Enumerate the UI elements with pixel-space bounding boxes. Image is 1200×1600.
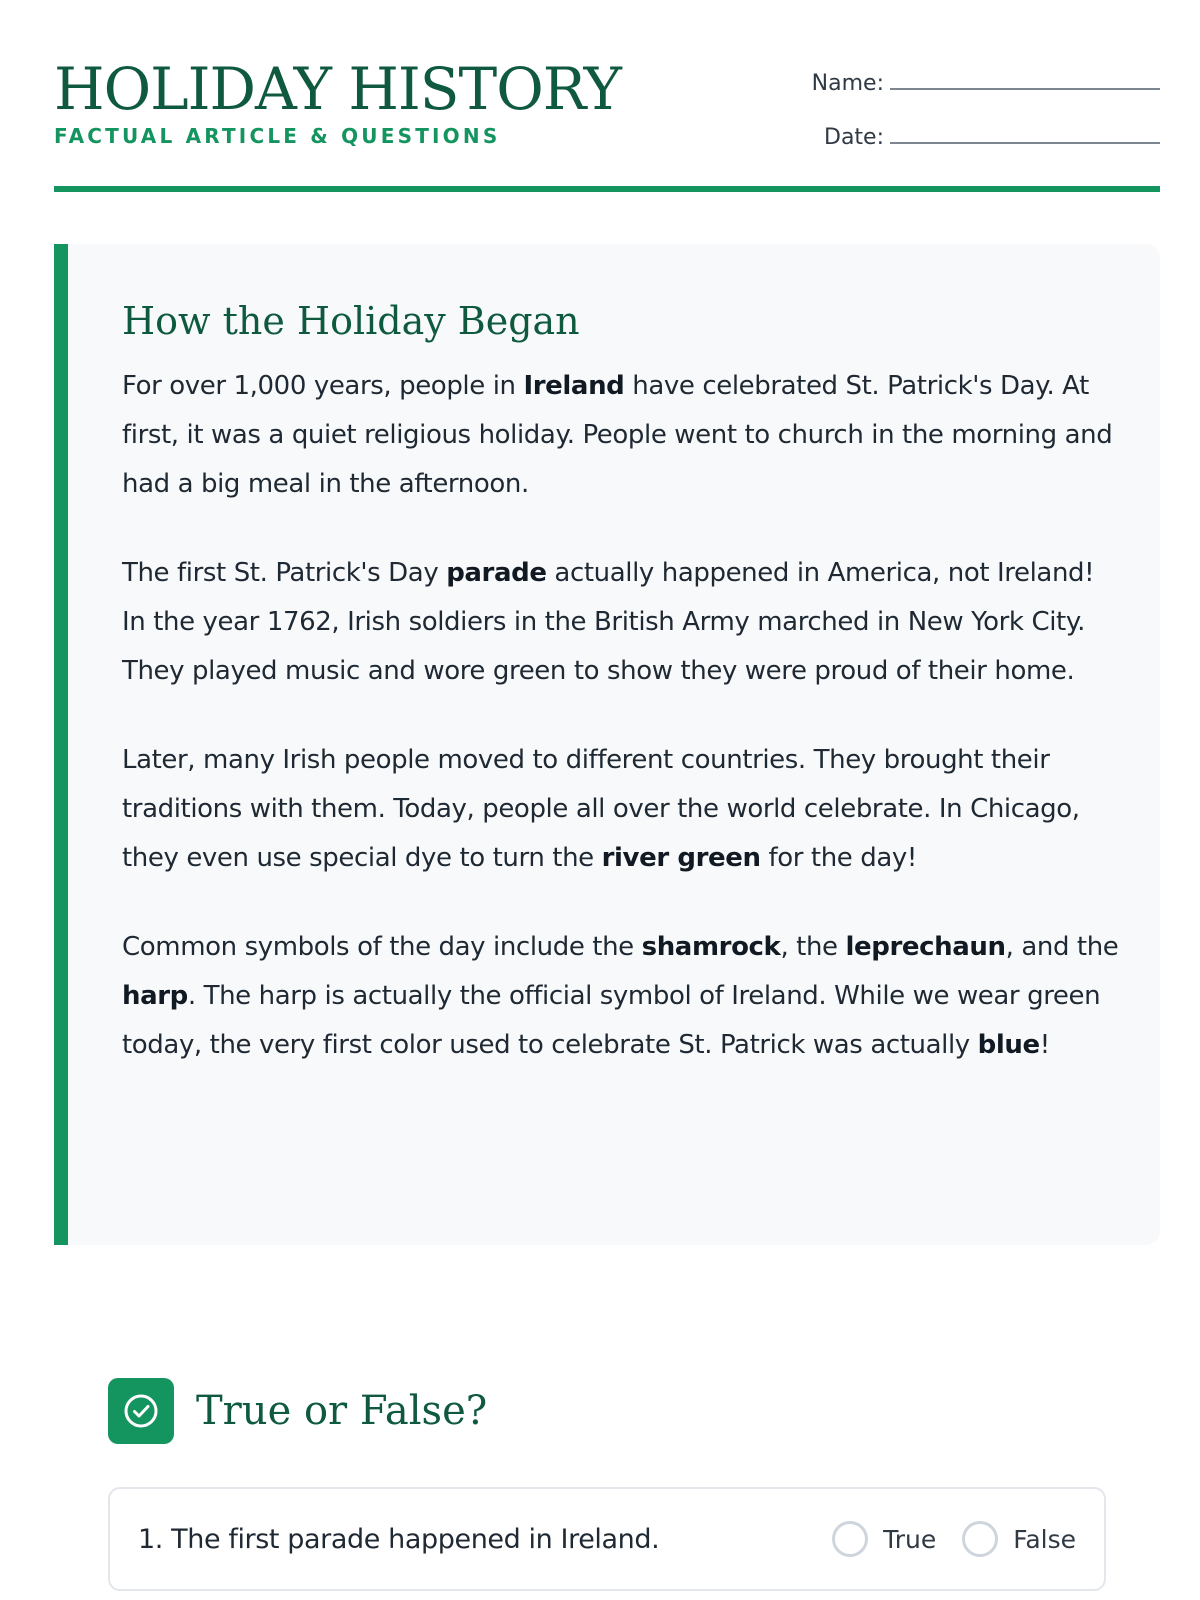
true-false-title: True or False? bbox=[196, 1388, 488, 1434]
question-text: 1. The first parade happened in Ireland. bbox=[138, 1523, 660, 1555]
paragraph-text: for the day! bbox=[760, 843, 917, 873]
false-option[interactable] bbox=[962, 1521, 1076, 1557]
true-option[interactable] bbox=[832, 1521, 936, 1557]
paragraph-text: have celebrated St. Patrick's Day. At first, it was a quiet religious holiday. People went to church in the morning and had a big meal in the afternoon. bbox=[122, 371, 1113, 499]
check-circle-icon bbox=[108, 1378, 174, 1444]
true-radio[interactable] bbox=[832, 1521, 868, 1557]
name-field[interactable] bbox=[744, 64, 1160, 98]
worksheet-header bbox=[54, 56, 1160, 192]
true-false-header bbox=[108, 1378, 487, 1444]
article-heading: How the Holiday Began bbox=[122, 299, 580, 343]
paragraph-text: The first St. Patrick's Day bbox=[122, 558, 447, 588]
article-paragraph bbox=[122, 923, 1120, 1070]
article-paragraph bbox=[122, 362, 1120, 509]
bold-term: Ireland bbox=[523, 371, 625, 401]
bold-term: leprechaun bbox=[845, 932, 1006, 962]
paragraph-text: Common symbols of the day include the bbox=[122, 932, 642, 962]
page-title: HOLIDAY HISTORY bbox=[54, 55, 621, 123]
true-label: True bbox=[883, 1524, 937, 1554]
date-field[interactable] bbox=[744, 118, 1160, 152]
paragraph-text: ! bbox=[1039, 1030, 1050, 1060]
name-line[interactable] bbox=[890, 88, 1160, 90]
paragraph-text: actually happened in America, not Ireland! In the year 1762, Irish soldiers in the British Army marched in New York City. They played music and wore green to show they were proud of their home. bbox=[122, 558, 1095, 686]
paragraph-text: , and the bbox=[1005, 932, 1119, 962]
check-circle-icon-svg bbox=[121, 1391, 161, 1431]
false-radio[interactable] bbox=[962, 1521, 998, 1557]
name-label: Name: bbox=[811, 71, 884, 96]
paragraph-text: . The harp is actually the official symbol of Ireland. While we wear green today, the very first color used to celebrate St. Patrick was actually bbox=[122, 981, 1101, 1060]
article-panel bbox=[54, 244, 1160, 1245]
date-line[interactable] bbox=[890, 142, 1160, 144]
bold-term: harp bbox=[122, 981, 188, 1011]
paragraph-text: For over 1,000 years, people in bbox=[122, 371, 524, 401]
page-subtitle: FACTUAL ARTICLE & QUESTIONS bbox=[54, 124, 501, 148]
paragraph-text: Later, many Irish people moved to different countries. They brought their traditions with them. Today, people all over the world celebrate. In Chicago, they even use special dye to turn the bbox=[122, 745, 1080, 873]
article-paragraph bbox=[122, 736, 1120, 883]
date-label: Date: bbox=[824, 125, 884, 150]
bold-term: river green bbox=[601, 843, 761, 873]
bold-term: parade bbox=[446, 558, 547, 588]
bold-term: shamrock bbox=[641, 932, 781, 962]
false-label: False bbox=[1013, 1524, 1076, 1554]
question-card bbox=[108, 1487, 1106, 1591]
bold-term: blue bbox=[977, 1030, 1040, 1060]
paragraph-text: , the bbox=[780, 932, 846, 962]
article-paragraph bbox=[122, 549, 1120, 696]
